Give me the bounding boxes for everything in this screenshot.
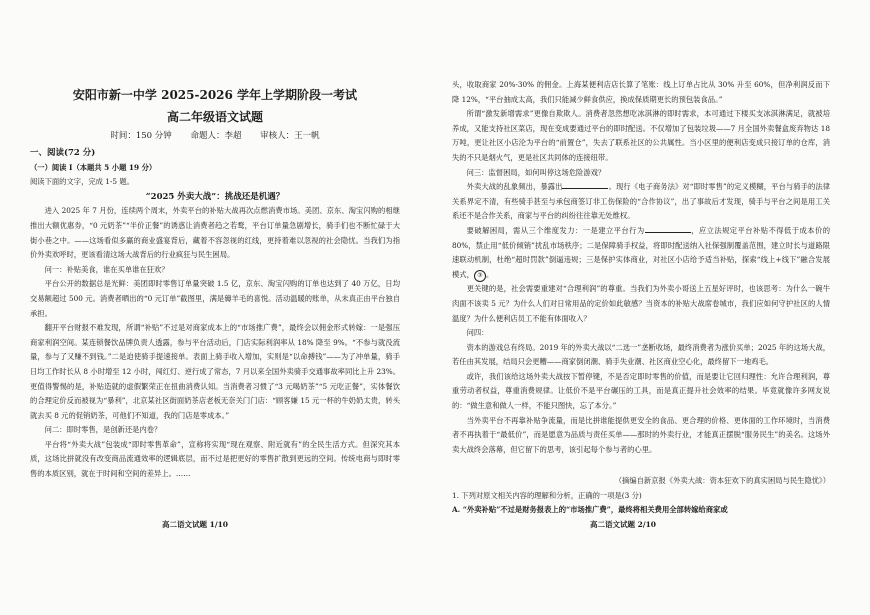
right-paragraph-1: 头，收取商家 20%-30% 的佣金。上海某便利店店长算了笔账：线上订单占比从 30% 升至 60%，但净利润反而下降 12%，“平台抽成太高，我们只能减少鲜食供应，换成保质期更长的预包装食品。”: [452, 80, 830, 104]
left-paragraph-3: 翻开平台财报不难发现，所谓“补贴”不过是对商家成本上的“市场推广费”，最终会以佣金形式转嫁：一是强压商家利润空间。某连锁餐饮品牌负责人透露，参与平台活动后，门店实际利润率从 18% 降至 9%。“不参与就没流量，参与了又赚不到钱。”二是迫使骑手提速接单。表面上骑手收入增加，实则是“以命搏钱”——为了冲单量，骑手日均工作时长从 8 小时增至 12 小时，闯红灯、逆行成了常态，7 月以来全国外卖骑手交通事故率同比上升 23%。更值得警惕的是，补贴造就的虚假繁荣正在扭曲消费认知。当消费者习惯了“3 元喝奶茶”“5 元吃正餐”，实体餐饮的合理定价反而被视为“暴利”，北京某社区街面奶茶店老板无奈关门门店：“顾客嫌 15 元一杯的牛奶奶太贵，转头就去买 8 元的促销奶茶，可他们不知道，我的门店是零成本。”: [30, 323, 400, 420]
right-paragraph-3-a: 外卖大战的乱象频出，暴露出: [466, 182, 563, 192]
right-column-end: [452, 474, 830, 518]
left-paragraph-2: 平台公开的数据总是光鲜：美团即时零售订单量突破 1.5 亿，京东、淘宝闪购的订单也达到了 40 万亿，日均交易额超过 500 元。消费者晒出的“0 元订单”截图里，满是薅羊毛的喜悦。活动温暖的账单，从未真正由平台独自承担。: [30, 279, 400, 318]
left-paragraph-4: 平台将“外卖大战”包装成“即时零售革命”，宣称将实现“现在观察、附近就有”的全民生活方式。但深究其本质，这场比拼就没有改变商品流通效率的逻辑底层，而不过是把更好的零售扩散到更远的空间。传统电商与即时零售的本质区别，就在于时间和空间的差异上。……: [30, 439, 400, 479]
page-number-right: 高二语文试题 2/10: [590, 520, 657, 529]
right-paragraph-4: 要破解困局，需从三个维度发力：一是建立平台行为 ，应立法规定平台补贴不得低于成本价的 80%，禁止用“低价倾销”扰乱市场秩序；二是保障骑手权益，将即时配送纳入社保强制覆盖范围，建立时长与道路限速联动机制，杜绝“超时罚款”倒逼违规；三是保护实体商业，对社区小店给予适当补贴，探索“线上+线下”融合发展模式， ③ 。: [452, 224, 830, 282]
exam-subtitle: 高二年级语文试题: [166, 110, 263, 124]
right-paragraph-3-b: 。现行《电子商务法》对“即时零售”的定义模糊，平台与骑手的法律关系界定不清，有些骑手甚至与承包商签订非工伤保险的“合作协议”，出了事故后才发现，骑手与平台之间是用工关系还不是合作关系，商家与平台的纠纷往往靠无处维权。: [452, 182, 830, 221]
question-heading-2: 问二：即时零售，是创新还是内卷？: [44, 425, 162, 435]
exam-title: 安阳市新一中学 2025-2026 学年上学期阶段一考试: [72, 88, 358, 102]
section-heading: 一、阅读(72 分): [30, 148, 96, 158]
exam-time: 时间：150 分钟: [110, 131, 172, 141]
essay-title: “2025 外卖大战”：挑战还是机遇？: [145, 191, 285, 202]
exam-meta: [30, 129, 400, 141]
exam-reviewer: 审核人：王一帆: [260, 131, 320, 141]
exam-setter: 命题人：李超: [190, 131, 242, 141]
right-paragraph-2: 所谓“激发新增需求”更像自欺欺人。消费者忽然想吃冰淇淋的即时需求，本可通过下楼买支冰淇淋满足，就被培养成，又能支持社区菜店，现在变成要通过平台的即时配送。不仅增加了包装垃圾——7 月全国外卖餐盒废弃物达 18 万吨，更让社区小店沦为平台的“前置仓”，失去了联系社区的公共属性。当小区里的便利店变成只接订单的仓库，消失的不只是烟火气，更是社区共同体的连接纽带。: [452, 109, 830, 162]
instruction: 阅读下面的文字，完成 1-5 题。: [30, 177, 134, 187]
right-column: [452, 78, 830, 472]
question-heading-3: 问三：监督困局，如何叫停这场危险游戏？: [466, 167, 606, 177]
right-paragraph-5: 更关键的是，社会需要重建对“合理利润”的尊重。当我们为外卖小哥送上五星好评时，也该思考：为什么一碗牛肉面不该卖 5 元？为什么人们对日常用品的定价如此敏感？当资本的补贴大战席卷城市，我们应如何守护社区的人情温度？为什么便利店员工不能有体面收入？: [452, 284, 830, 323]
right-paragraph-4-a: 要破解困局，需从三个维度发力：一是建立平台行为: [466, 225, 645, 235]
circled-number-marker: ③: [474, 270, 486, 282]
answer-blank-2[interactable]: [645, 224, 691, 233]
right-paragraph-8: 当外卖平台不再靠补贴争流量，而是比拼谁能提供更安全的食品、更合理的价格、更体面的工作环境时，当消费者不再执着于“最低价”，而是愿意为品质与责任买单——那时的外卖行业，才能真正摆脱“服务民生”的美名。这场外卖大战终会落幕，但它留下的思考，该引起每个参与者的心里。: [452, 415, 830, 454]
option-a[interactable]: A. “外卖补贴”不过是财务报表上的“市场推广费”，最终将相关费用全部转嫁给商家或: [452, 505, 728, 515]
right-paragraph-3: [452, 180, 830, 224]
left-paragraph-1: 进入 2025 年 7 月份，连续两个周末，外卖平台的补贴大战再次点燃消费市场。美团、京东、淘宝闪购的相继推出大额优惠券，“0 元奶茶”“半价正餐”的诱惑让消费者趋之若鹜，平台订单量急剧增长，骑手们也不断忙碌于大街小巷之中。——这场看似多赢的商业盛宴背后，藏着不容忽视的红线，更持着难以忽视的社会隐忧。当我们为指价外卖欢呼时，更该看清这场大战背后的行业疯狂与民生困局。: [30, 206, 400, 260]
source-note: （摘编自新京报《外卖大战：资本狂欢下的真实困局与民生隐忧》）: [614, 476, 830, 485]
question-heading-1: 问一：补贴美食，谁在买单谁在狂欢？: [44, 264, 169, 274]
right-paragraph-6: 资本的游戏总有终局。2019 年的外卖大战以“二选一”垄断收场，最终消费者为涨价买单；2025 年的这场大战，若任由其发展，结局只会更糟——商家倒闭潮、骑手失业潮、社区商业空心化，最终留下一地鸡毛。: [452, 342, 830, 367]
part-heading: （一）阅读 I（本题共 5 小题 19 分）: [30, 162, 157, 172]
page-number-left: 高二语文试题 1/10: [162, 520, 229, 529]
right-paragraph-7: 或许，我们该给这场外卖大战按下暂停键，不是否定即时零售的价值，而是要让它回归理性：允许合理利润，尊重劳动者权益，尊重消费规律。让低价不是平台碾压的工具，而是真正提升社会效率的结果。毕竟就像许多网友说的：“做生意和做人一样，不能只图快，忘了本分。”: [452, 371, 830, 411]
question-1: 1. 下列对原文相关内容的理解和分析，正确的一项是(3 分): [452, 490, 642, 500]
question-heading-4: 问四：: [466, 328, 489, 338]
answer-blank-1[interactable]: [562, 180, 608, 189]
left-column: [30, 146, 400, 514]
right-paragraph-4-b: ，应立法规定平台补贴不得低于成本价的 80%，禁止用“低价倾销”扰乱市场秩序；二是保障骑手权益，将即时配送纳入社保强制覆盖范围，建立时长与道路限速联动机制，杜绝“超时罚款”倒逼违规；三是保护实体商业，对社区小店给予适当补贴，探索“线上+线下”融合发展模式，: [452, 225, 830, 279]
